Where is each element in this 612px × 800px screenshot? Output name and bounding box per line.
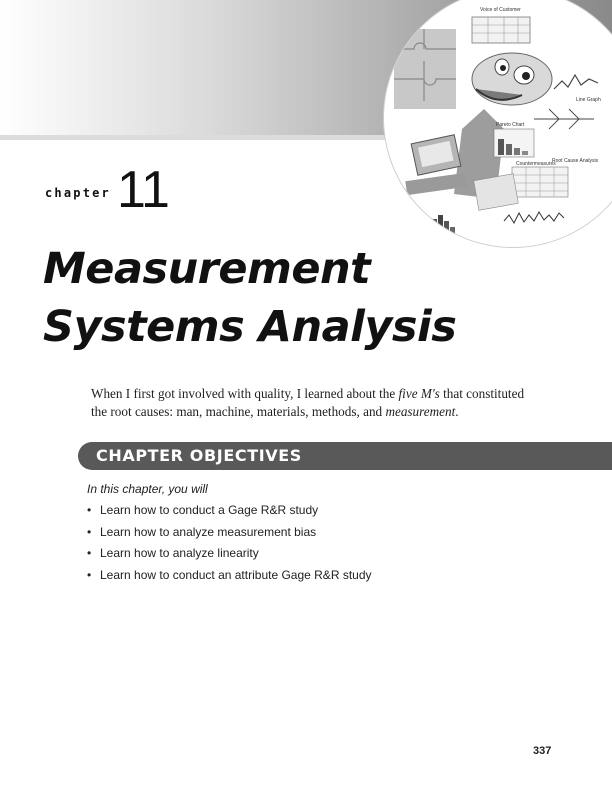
label-pareto-chart: Pareto Chart	[496, 122, 525, 128]
objective-text: Learn how to conduct a Gage R&R study	[100, 503, 319, 517]
objective-item	[87, 522, 372, 544]
chapter-number: 11	[117, 161, 169, 219]
objectives-lead: In this chapter, you will	[87, 482, 208, 496]
objectives-list	[87, 500, 372, 586]
label-voice-of-customer: Voice of Customer	[480, 7, 521, 13]
label-countermeasures: Countermeasures	[516, 161, 556, 167]
objective-item	[87, 565, 372, 587]
objective-text: Learn how to conduct an attribute Gage R&R study	[100, 567, 372, 582]
page-number: 337	[533, 745, 552, 757]
objective-item	[87, 543, 372, 565]
bullet-icon: •	[87, 546, 92, 560]
objective-text: Learn how to analyze measurement bias	[100, 524, 317, 539]
objective-item	[87, 500, 372, 522]
chapter-title	[43, 240, 456, 356]
chapter-title-line-1: Measurement	[43, 244, 371, 294]
chapter-illustration	[383, 0, 612, 248]
intro-paragraph	[91, 385, 531, 421]
label-root-cause: Root Cause Analysis	[552, 158, 599, 164]
intro-text-3: .	[455, 404, 459, 419]
bullet-icon: •	[87, 524, 92, 539]
intro-text-2: that constituted the root causes: man, machine, materials, methods, and	[91, 386, 525, 419]
intro-emphasis-measurement: measurement	[385, 404, 456, 419]
intro-text-1: When I first got involved with quality, I learned about the	[91, 386, 399, 401]
objective-text: Learn how to analyze linearity	[100, 546, 259, 560]
label-line-graph: Line Graph	[576, 97, 601, 103]
bullet-icon: •	[87, 567, 92, 582]
intro-emphasis-five-ms: five M's	[398, 386, 440, 401]
chapter-title-line-2: Systems Analysis	[43, 302, 457, 352]
chapter-label: chapter	[45, 186, 111, 200]
bullet-icon: •	[87, 503, 92, 517]
objectives-heading: CHAPTER OBJECTIVES	[96, 446, 302, 465]
